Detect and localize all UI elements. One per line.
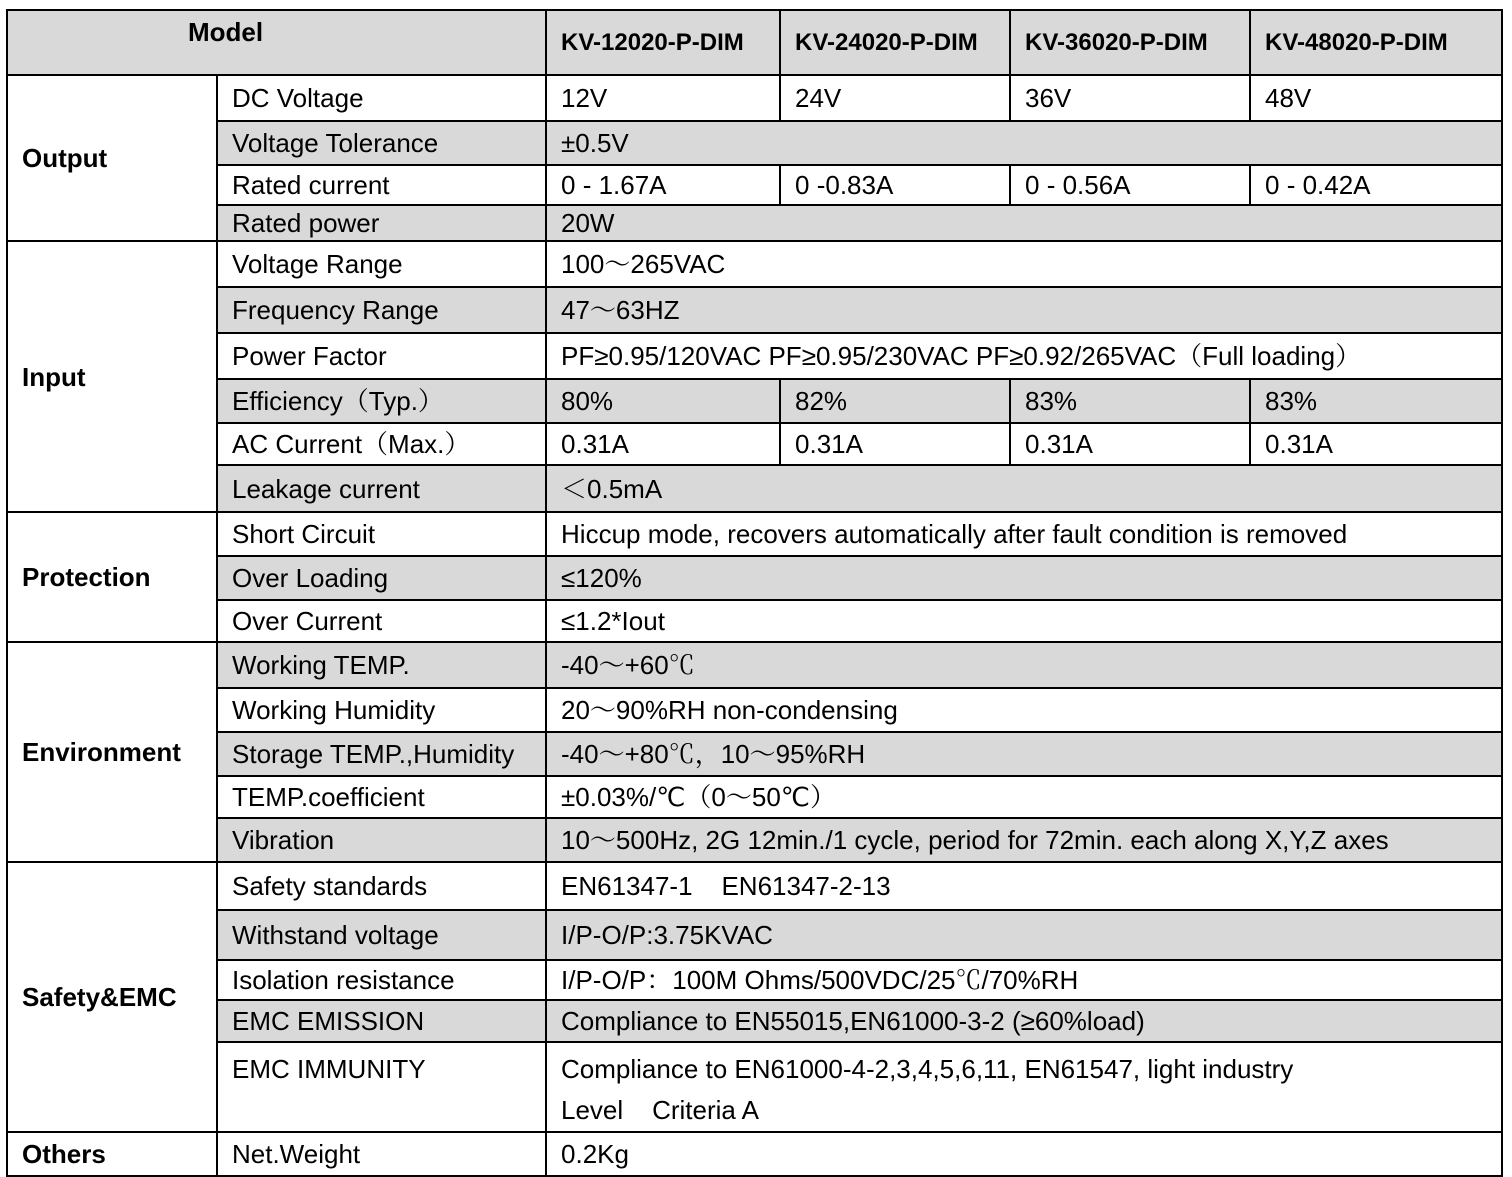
table-row (7, 732, 1502, 776)
row-label: Power Factor (217, 333, 546, 379)
row-label: Working Humidity (217, 688, 546, 732)
table-row (7, 75, 1502, 121)
model-header: Model (7, 10, 546, 75)
table-row (7, 465, 1502, 512)
row-label: Voltage Range (217, 241, 546, 287)
row-label: TEMP.coefficient (217, 776, 546, 818)
cell-value: ≤120% (546, 556, 1502, 600)
table-row (7, 165, 1502, 205)
cell-value: 48V (1250, 75, 1502, 121)
model-name: KV-12020-P-DIM (546, 10, 780, 75)
table-row (7, 960, 1502, 1000)
table-row (7, 556, 1502, 600)
cell-value: PF≥0.95/120VAC PF≥0.95/230VAC PF≥0.92/265VAC（Full loading） (546, 333, 1502, 379)
group-label-others: Others (7, 1132, 217, 1176)
row-label: AC Current（Max.） (217, 423, 546, 465)
cell-value: 12V (546, 75, 780, 121)
cell-value: 20W (546, 205, 1502, 241)
table-row (7, 241, 1502, 287)
cell-value: 80% (546, 379, 780, 423)
table-row (7, 333, 1502, 379)
cell-value: I/P-O/P：100M Ohms/500VDC/25℃/70%RH (546, 960, 1502, 1000)
row-label: Efficiency（Typ.） (217, 379, 546, 423)
table-row (7, 910, 1502, 960)
row-label: Working TEMP. (217, 642, 546, 688)
group-label-output: Output (7, 75, 217, 241)
emc-immunity-line-2: Level Criteria A (561, 1095, 759, 1125)
spec-table (6, 9, 1503, 1177)
group-label-environment: Environment (7, 642, 217, 862)
cell-value: 24V (780, 75, 1010, 121)
table-row (7, 379, 1502, 423)
group-label-safety: Safety&EMC (7, 862, 217, 1132)
cell-value: -40～+60℃ (546, 642, 1502, 688)
table-row (7, 205, 1502, 241)
row-label: Rated current (217, 165, 546, 205)
model-name: KV-48020-P-DIM (1250, 10, 1502, 75)
table-row (7, 1000, 1502, 1042)
cell-value: -40～+80℃，10～95%RH (546, 732, 1502, 776)
cell-value: Compliance to EN55015,EN61000-3-2 (≥60%load) (546, 1000, 1502, 1042)
table-row (7, 688, 1502, 732)
cell-value: 0.2Kg (546, 1132, 1502, 1176)
table-row (7, 423, 1502, 465)
table-row (7, 512, 1502, 556)
table-row (7, 642, 1502, 688)
row-label: Short Circuit (217, 512, 546, 556)
row-label: Storage TEMP.,Humidity (217, 732, 546, 776)
cell-value: ±0.03%/℃（0～50℃） (546, 776, 1502, 818)
model-name: KV-36020-P-DIM (1010, 10, 1250, 75)
row-label: EMC EMISSION (217, 1000, 546, 1042)
cell-value: 0 - 0.42A (1250, 165, 1502, 205)
row-label: Voltage Tolerance (217, 121, 546, 165)
cell-value-multiline (546, 1042, 1502, 1132)
row-label: Vibration (217, 818, 546, 862)
model-name: KV-24020-P-DIM (780, 10, 1010, 75)
cell-value: 100～265VAC (546, 241, 1502, 287)
cell-value: EN61347-1 EN61347-2-13 (546, 862, 1502, 910)
row-label: EMC IMMUNITY (217, 1042, 546, 1132)
cell-value: 0 - 1.67A (546, 165, 780, 205)
cell-value: 36V (1010, 75, 1250, 121)
row-label: Frequency Range (217, 287, 546, 333)
table-row (7, 121, 1502, 165)
table-row (7, 1132, 1502, 1176)
group-label-protection: Protection (7, 512, 217, 642)
header-row (7, 10, 1502, 75)
row-label: Withstand voltage (217, 910, 546, 960)
cell-value: ≤1.2*Iout (546, 600, 1502, 642)
table-row (7, 818, 1502, 862)
row-label: Rated power (217, 205, 546, 241)
table-row (7, 287, 1502, 333)
table-row (7, 862, 1502, 910)
row-label: DC Voltage (217, 75, 546, 121)
table-row (7, 1042, 1502, 1132)
cell-value: 0.31A (1250, 423, 1502, 465)
cell-value: 0.31A (1010, 423, 1250, 465)
cell-value: 82% (780, 379, 1010, 423)
cell-value: 0 -0.83A (780, 165, 1010, 205)
row-label: Over Loading (217, 556, 546, 600)
row-label: Safety standards (217, 862, 546, 910)
cell-value: 83% (1010, 379, 1250, 423)
cell-value: 0.31A (780, 423, 1010, 465)
cell-value: Hiccup mode, recovers automatically after fault condition is removed (546, 512, 1502, 556)
cell-value: 47～63HZ (546, 287, 1502, 333)
table-row (7, 776, 1502, 818)
row-label: Leakage current (217, 465, 546, 512)
cell-value: 0 - 0.56A (1010, 165, 1250, 205)
cell-value: ±0.5V (546, 121, 1502, 165)
row-label: Isolation resistance (217, 960, 546, 1000)
cell-value: I/P-O/P:3.75KVAC (546, 910, 1502, 960)
row-label: Net.Weight (217, 1132, 546, 1176)
cell-value: 83% (1250, 379, 1502, 423)
cell-value: ＜0.5mA (546, 465, 1502, 512)
cell-value: 10～500Hz, 2G 12min./1 cycle, period for 72min. each along X,Y,Z axes (546, 818, 1502, 862)
cell-value: 0.31A (546, 423, 780, 465)
cell-value: 20～90%RH non-condensing (546, 688, 1502, 732)
row-label: Over Current (217, 600, 546, 642)
table-row (7, 600, 1502, 642)
group-label-input: Input (7, 241, 217, 512)
emc-immunity-line-1: Compliance to EN61000-4-2,3,4,5,6,11, EN61547, light industry (561, 1054, 1294, 1084)
